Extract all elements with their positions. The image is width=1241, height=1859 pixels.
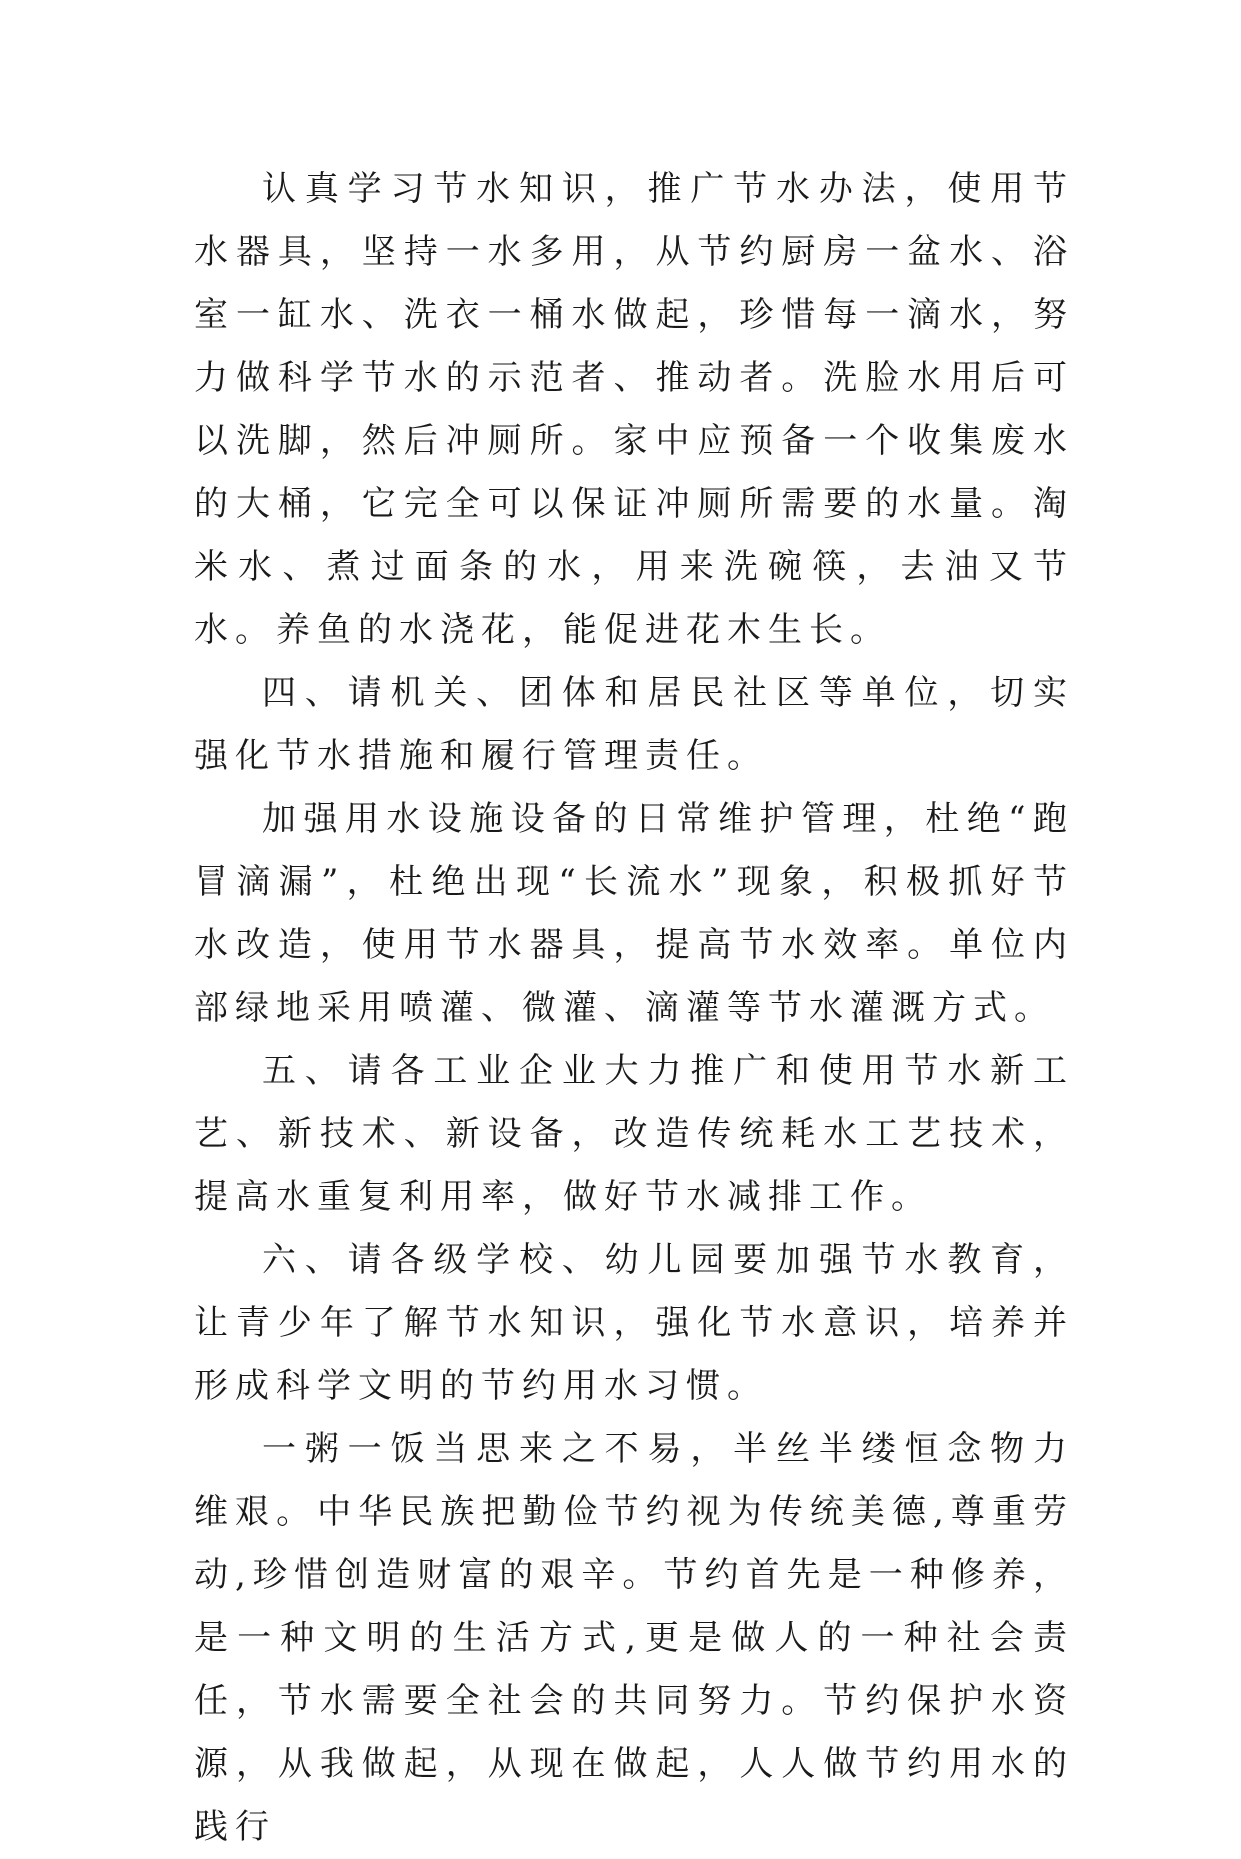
paragraph-frugality-closing: 一粥一饭当思来之不易，半丝半缕恒念物力维艰。中华民族把勤俭节约视为传统美德,尊重劳动,珍惜创造财富的艰辛。节约首先是一种修养，是一种文明的生活方式,更是做人的一种社会责任，节水需要全社会的共同努力。节约保护水资源，从我做起，从现在做起，人人做节约用水的践行	[194, 1429, 1074, 1847]
document-body	[194, 158, 1074, 1859]
paragraph-water-saving-household: 认真学习节水知识，推广节水办法，使用节水器具，坚持一水多用，从节约厨房一盆水、浴室一缸水、洗衣一桶水做起，珍惜每一滴水，努力做科学节水的示范者、推动者。洗脸水用后可以洗脚，然后冲厕所。家中应预备一个收集废水的大桶，它完全可以保证冲厕所需要的水量。淘米水、煮过面条的水，用来洗碗筷，去油又节水。养鱼的水浇花，能促进花木生长。	[194, 169, 1074, 650]
paragraph-item-five-industry: 五、请各工业企业大力推广和使用节水新工艺、新技术、新设备，改造传统耗水工艺技术，提高水重复利用率，做好节水减排工作。	[194, 1051, 1074, 1217]
paragraph-item-four-heading: 四、请机关、团体和居民社区等单位，切实强化节水措施和履行管理责任。	[194, 673, 1074, 776]
paragraph-item-six-schools: 六、请各级学校、幼儿园要加强节水教育，让青少年了解节水知识，强化节水意识，培养并形成科学文明的节约用水习惯。	[194, 1240, 1074, 1406]
paragraph-facility-maintenance: 加强用水设施设备的日常维护管理，杜绝“跑冒滴漏”，杜绝出现“长流水”现象，积极抓好节水改造，使用节水器具，提高节水效率。单位内部绿地采用喷灌、微灌、滴灌等节水灌溉方式。	[194, 799, 1074, 1028]
